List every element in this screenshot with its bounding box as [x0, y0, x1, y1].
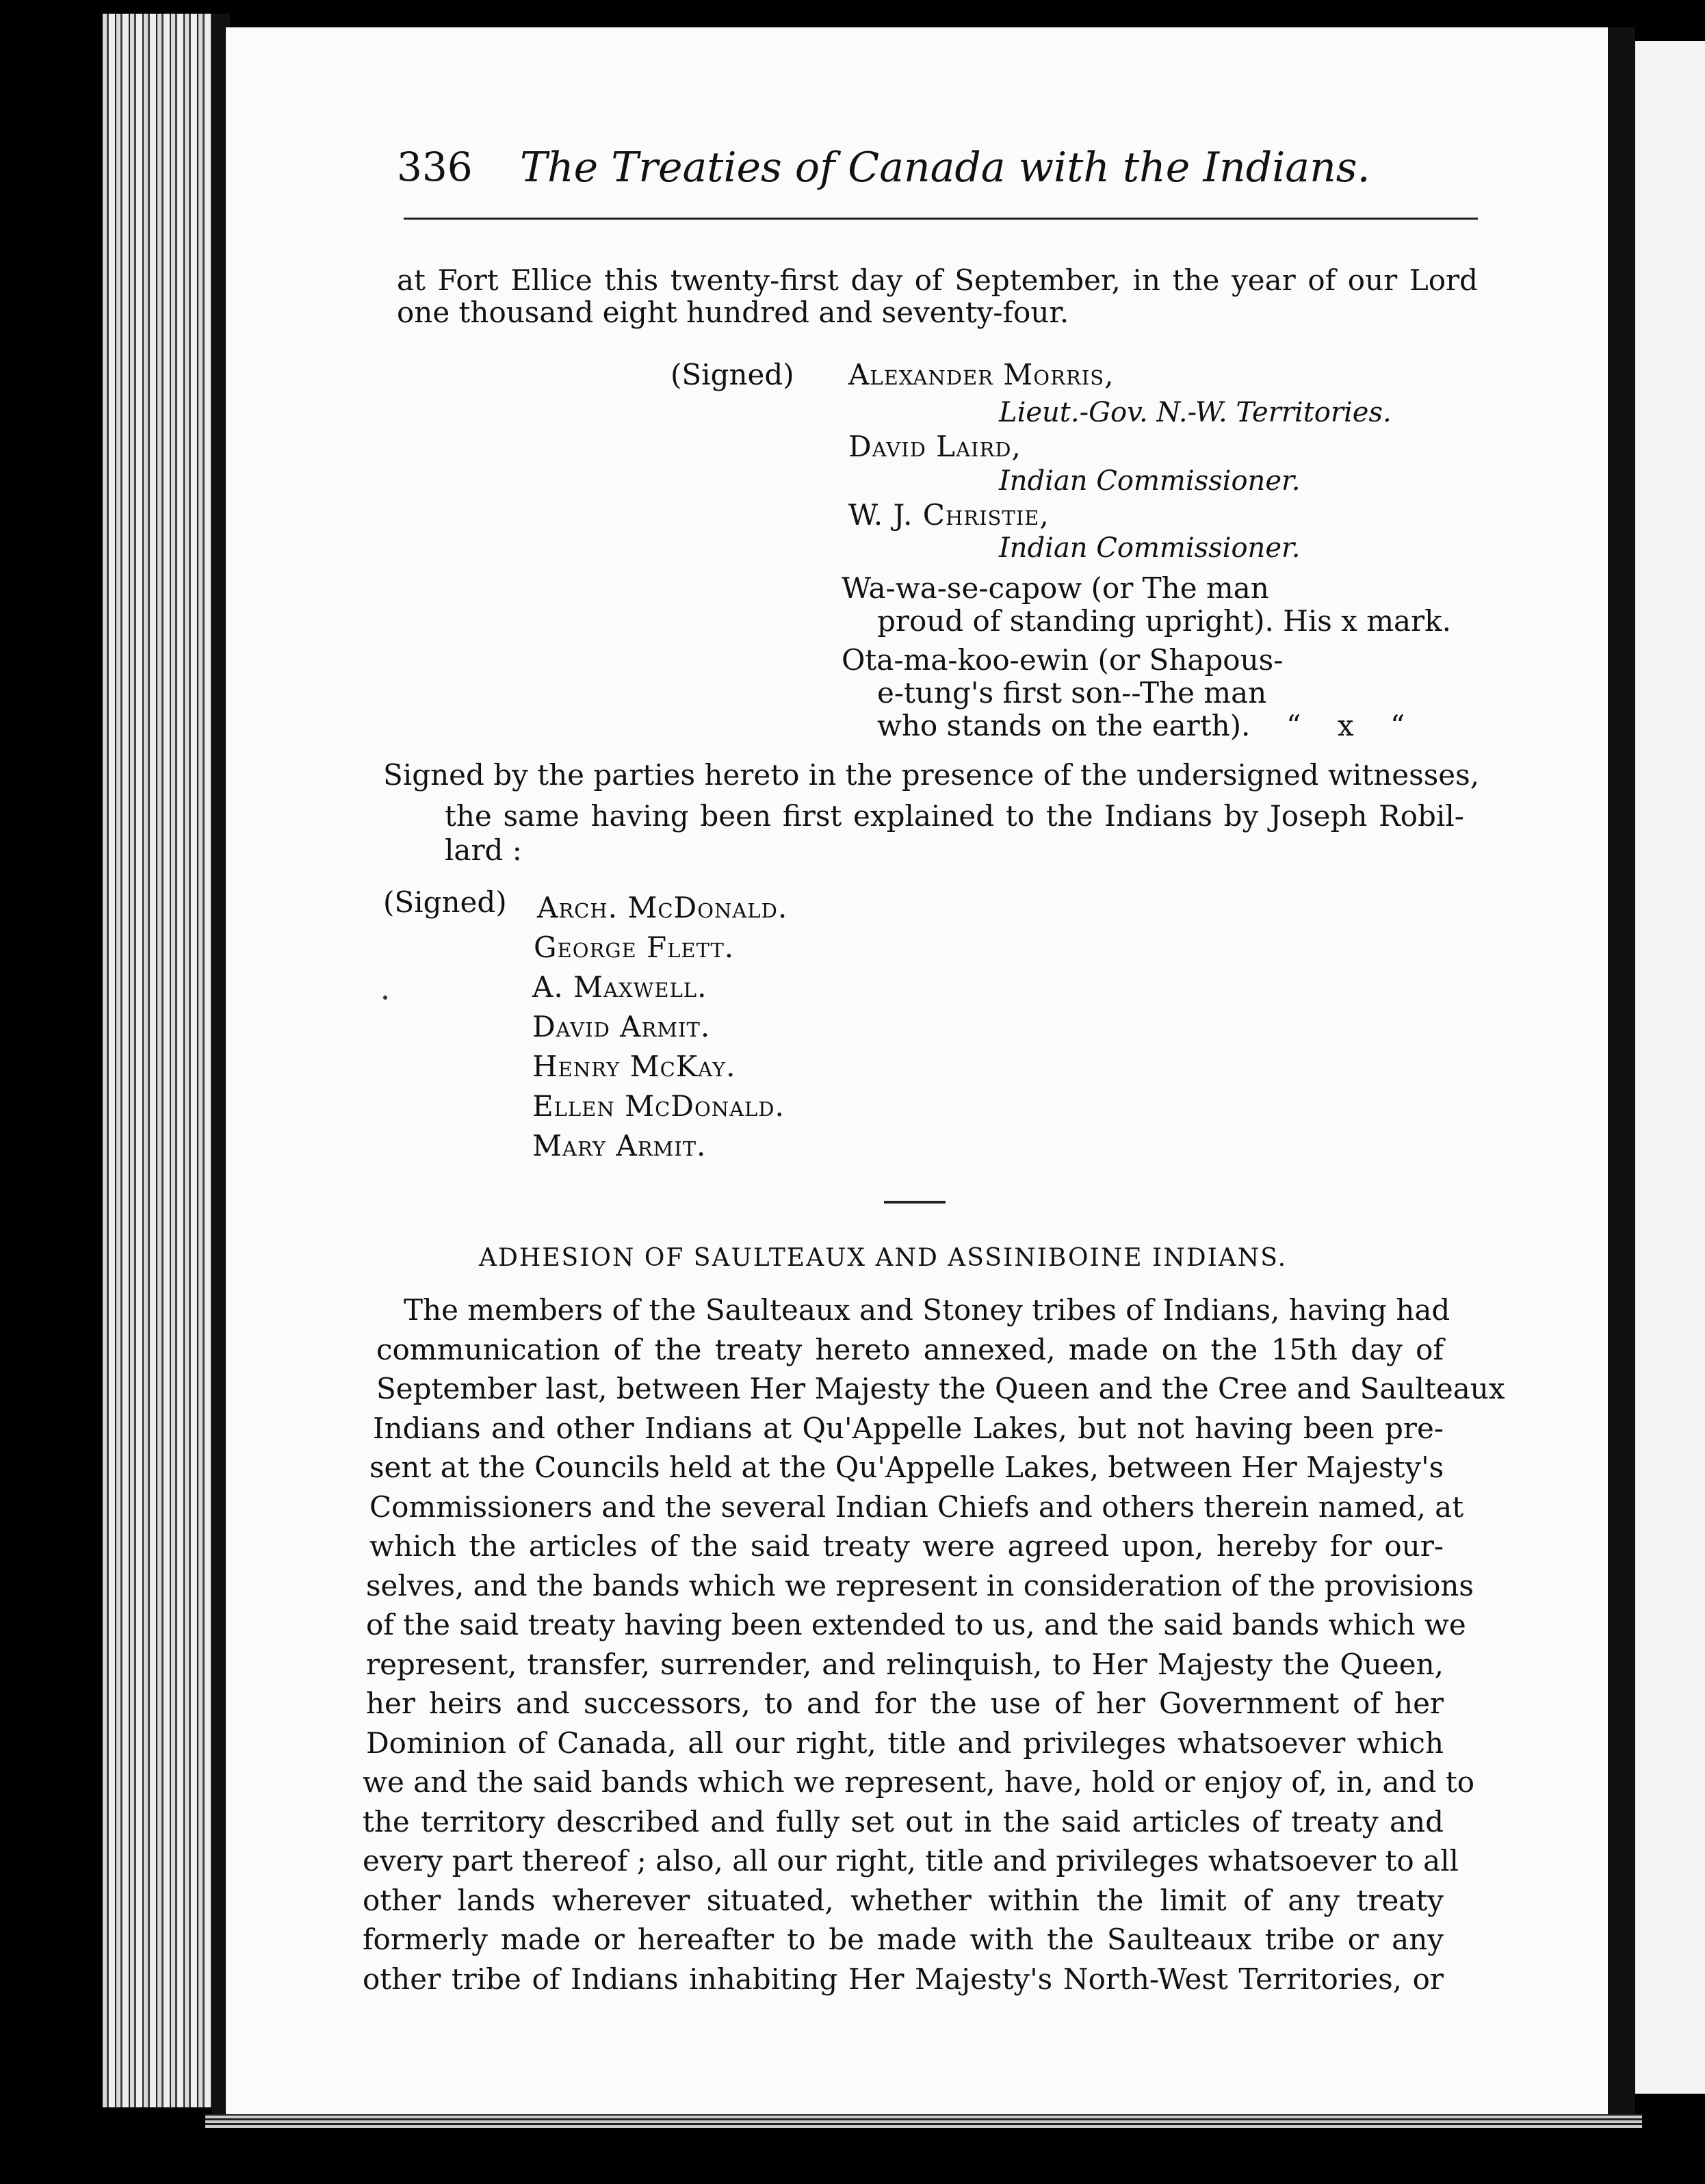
- witness-line-3: lard :: [445, 833, 522, 867]
- section-line: September last, between Her Majesty the Queen and the Cree and Saulteaux: [376, 1372, 1505, 1405]
- mark-entry-line: proud of standing upright). His x mark.: [877, 604, 1451, 638]
- witness-name: Arch. McDonald.: [537, 891, 788, 924]
- section-line: other tribe of Indians inhabiting Her Majesty's North-West Territories, or: [363, 1962, 1444, 1996]
- opening-line-2: one thousand eight hundred and seventy-four.: [397, 296, 1069, 329]
- witness-name: David Armit.: [532, 1010, 711, 1043]
- section-line: communication of the treaty hereto annexed, made on the 15th day of: [376, 1332, 1444, 1366]
- witness-name: A. Maxwell.: [532, 970, 707, 1004]
- section-line: sent at the Councils held at the Qu'Appelle Lakes, between Her Majesty's: [369, 1451, 1444, 1484]
- section-line: The members of the Saulteaux and Stoney tribes of Indians, having had: [404, 1293, 1450, 1327]
- section-heading: ADHESION OF SAULTEAUX AND ASSINIBOINE INDIANS.: [479, 1244, 1288, 1272]
- witness-name: Ellen McDonald.: [532, 1089, 785, 1123]
- speck: [383, 996, 387, 1000]
- witness-line-2: the same having been first explained to the Indians by Joseph Robil-: [445, 799, 1464, 833]
- section-line: her heirs and successors, to and for the use of her Government of her: [366, 1687, 1444, 1720]
- section-line: other lands wherever situated, whether within the limit of any treaty: [363, 1883, 1444, 1917]
- section-line: Indians and other Indians at Qu'Appelle Lakes, but not having been pre-: [373, 1411, 1444, 1445]
- section-line: selves, and the bands which we represent in consideration of the provisions: [366, 1568, 1474, 1602]
- right-gutter: [1608, 27, 1635, 2114]
- signed-label: (Signed): [671, 358, 794, 391]
- section-divider: [884, 1201, 946, 1204]
- mark-entry-line: who stands on the earth).: [877, 709, 1251, 742]
- bottom-page-edge: [205, 2114, 1642, 2128]
- section-line: we and the said bands which we represent, have, hold or enjoy of, in, and to: [363, 1765, 1475, 1799]
- signatory-title: Indian Commissioner.: [999, 465, 1301, 497]
- witness-name: George Flett.: [534, 931, 735, 964]
- opening-line-1: at Fort Ellice this twenty-first day of September, in the year of our Lord: [397, 263, 1478, 297]
- signatory-name: W. J. Christie,: [848, 498, 1050, 532]
- ditto-mark: “ x “: [1286, 709, 1405, 742]
- section-line: represent, transfer, surrender, and relinquish, to Her Majesty the Queen,: [366, 1647, 1444, 1681]
- mark-entry-line: e-tung's first son--The man: [877, 676, 1267, 710]
- mark-entry-line: Wa-wa-se-capow (or The man: [842, 571, 1269, 605]
- witness-line-1: Signed by the parties hereto in the presence of the undersigned witnesses,: [383, 758, 1480, 792]
- page-number: 336: [397, 144, 473, 190]
- section-line: Commissioners and the several Indian Chiefs and others therein named, at: [369, 1490, 1464, 1524]
- witness-signed-label: (Signed): [383, 885, 507, 919]
- section-line: of the said treaty having been extended to us, and the said bands which we: [366, 1608, 1466, 1641]
- book-edges: [103, 14, 219, 2107]
- signatory-name: David Laird,: [848, 430, 1021, 463]
- section-line: formerly made or hereafter to be made with the Saulteaux tribe or any: [363, 1923, 1444, 1956]
- header-rule: [404, 218, 1478, 220]
- mark-entry-line: Ota-ma-koo-ewin (or Shapous-: [842, 643, 1284, 677]
- section-line: the territory described and fully set out in the said articles of treaty and: [363, 1804, 1444, 1838]
- scanned-page: [226, 27, 1608, 2114]
- running-title: The Treaties of Canada with the Indians.: [520, 144, 1370, 192]
- signatory-title: Indian Commissioner.: [999, 532, 1301, 564]
- signatory-title: Lieut.-Gov. N.-W. Territories.: [999, 397, 1392, 428]
- witness-name: Mary Armit.: [532, 1129, 707, 1162]
- section-line: every part thereof ; also, all our right, title and privileges whatsoever to all: [363, 1844, 1459, 1877]
- next-page-edge: [1635, 41, 1705, 2094]
- section-line: which the articles of the said treaty were agreed upon, hereby for our-: [369, 1529, 1444, 1563]
- witness-name: Henry McKay.: [532, 1050, 736, 1083]
- signatory-name: Alexander Morris,: [848, 358, 1115, 391]
- section-line: Dominion of Canada, all our right, title and privileges whatsoever which: [366, 1726, 1444, 1760]
